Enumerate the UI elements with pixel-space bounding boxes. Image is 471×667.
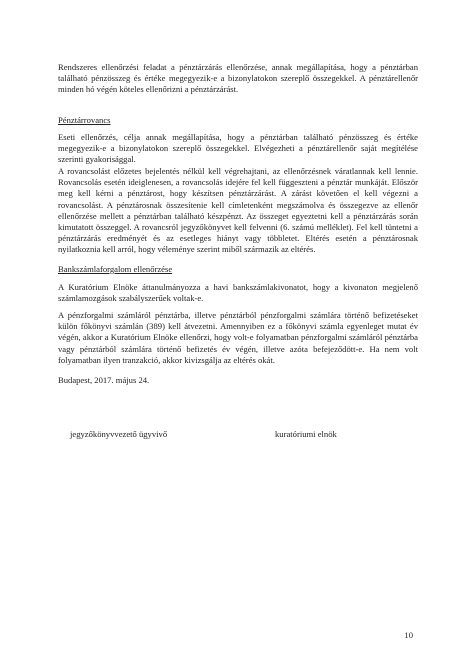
text-line: folyamatban ilyen tranzakció, akkor kivizsgálja az eltérés okát. — [58, 354, 275, 365]
text-line: Rendszeres ellenőrzési feladat a pénztárzárás ellenőrzése, annak megállapítása, hogy a pénztárban — [58, 62, 418, 72]
cash-audit-paragraph-1 — [58, 132, 418, 166]
text-line: végén, akkor a Kuratórium Elnöke ellenőrzi, hogy volt-e folyamatban pénzforgalmi számláról pénztárba — [58, 332, 418, 343]
text-line: szerinti gyakorisággal. — [58, 154, 136, 165]
text-line: kimutatott összeggel. A rovancsról jegyzőkönyvet kell felvenni (6. számú melléklet). Fel kell tüntetni a — [58, 222, 418, 233]
text-line: A pénzforgalmi számláról pénztárba, illetve pénztárból pénzforgalmi számlára történő befizetéseket — [58, 310, 418, 320]
bank-audit-paragraph-1 — [58, 282, 418, 304]
text-line: vagy pénztárból számlára történő befizetés év végén, illetve azóta befejeződött-e. Ha nem volt — [58, 343, 418, 354]
text-line: található pénzösszeg és értéke megegyezik-e a bizonylatokon szereplő összegekkel. A pénztárellenőr — [58, 73, 418, 84]
page-number: 10 — [404, 629, 413, 640]
section-heading-cash-audit: Pénztárrovancs — [58, 115, 111, 125]
text-line: pénztárzárás eredményét és az esetleges hiányt vagy többletet. Eltérés esetén a pénztárosnak — [58, 233, 418, 244]
text-line: A Kuratórium Elnöke áttanulmányozza a havi bankszámlakivonatot, hogy a kivonaton megjelenő — [58, 282, 418, 292]
text-line: ellenőrzése mellett a pénztárban található készpénzt. Az összeget egyeztetni kell a pénztárzárás során — [58, 210, 418, 221]
text-line: nyilatkoznia kell arról, hogy véleménye szerint miből származik az eltérés. — [58, 244, 316, 255]
section-heading-bank-audit: Bankszámlaforgalom ellenőrzése — [58, 264, 173, 274]
text-line: Eseti ellenőrzés, célja annak megállapítása, hogy a pénztárban található pénzösszeg és értéke — [58, 132, 418, 142]
signature-right-label: kuratóriumi elnök — [275, 429, 337, 439]
text-line: meg kell kérni a pénztárost, hogy készítsen pénztárzárást. A zárást követően el kell végezni a — [58, 188, 418, 199]
place-and-date: Budapest, 2017. május 24. — [58, 375, 150, 385]
text-line: megegyezik-e a bizonylatokon szereplő összegekkel. Elvégezheti a pénztárellenőr saját megítélése — [58, 143, 418, 154]
text-line: számlamozgások szabályszerűek voltak-e. — [58, 293, 204, 304]
signature-left-label: jegyzőkönyvvezető ügyvivő — [70, 429, 168, 439]
text-line: külön főkönyvi számlán (389) kell átvezetni. Amennyiben ez a főkönyvi számla egyenleget mutat év — [58, 321, 418, 332]
cash-audit-paragraph-2 — [58, 166, 418, 256]
text-line: minden hó végén köteles ellenőrizni a pénztárzárást. — [58, 84, 239, 95]
text-line: A rovancsolást előzetes bejelentés nélkül kell végrehajtani, az ellenőrzésnek váratlannak kell lennie. — [58, 166, 418, 176]
text-line: Rovancsolás esetén ideiglenesen, a rovancsolás idejére fel kell függeszteni a pénztár munkáját. Először — [58, 177, 418, 188]
intro-paragraph — [58, 62, 418, 96]
bank-audit-paragraph-2 — [58, 310, 418, 366]
text-line: rovancsolást. A pénztárosnak összesítenie kell címletenként megszámolva és összegezve az ellenőr — [58, 199, 418, 210]
